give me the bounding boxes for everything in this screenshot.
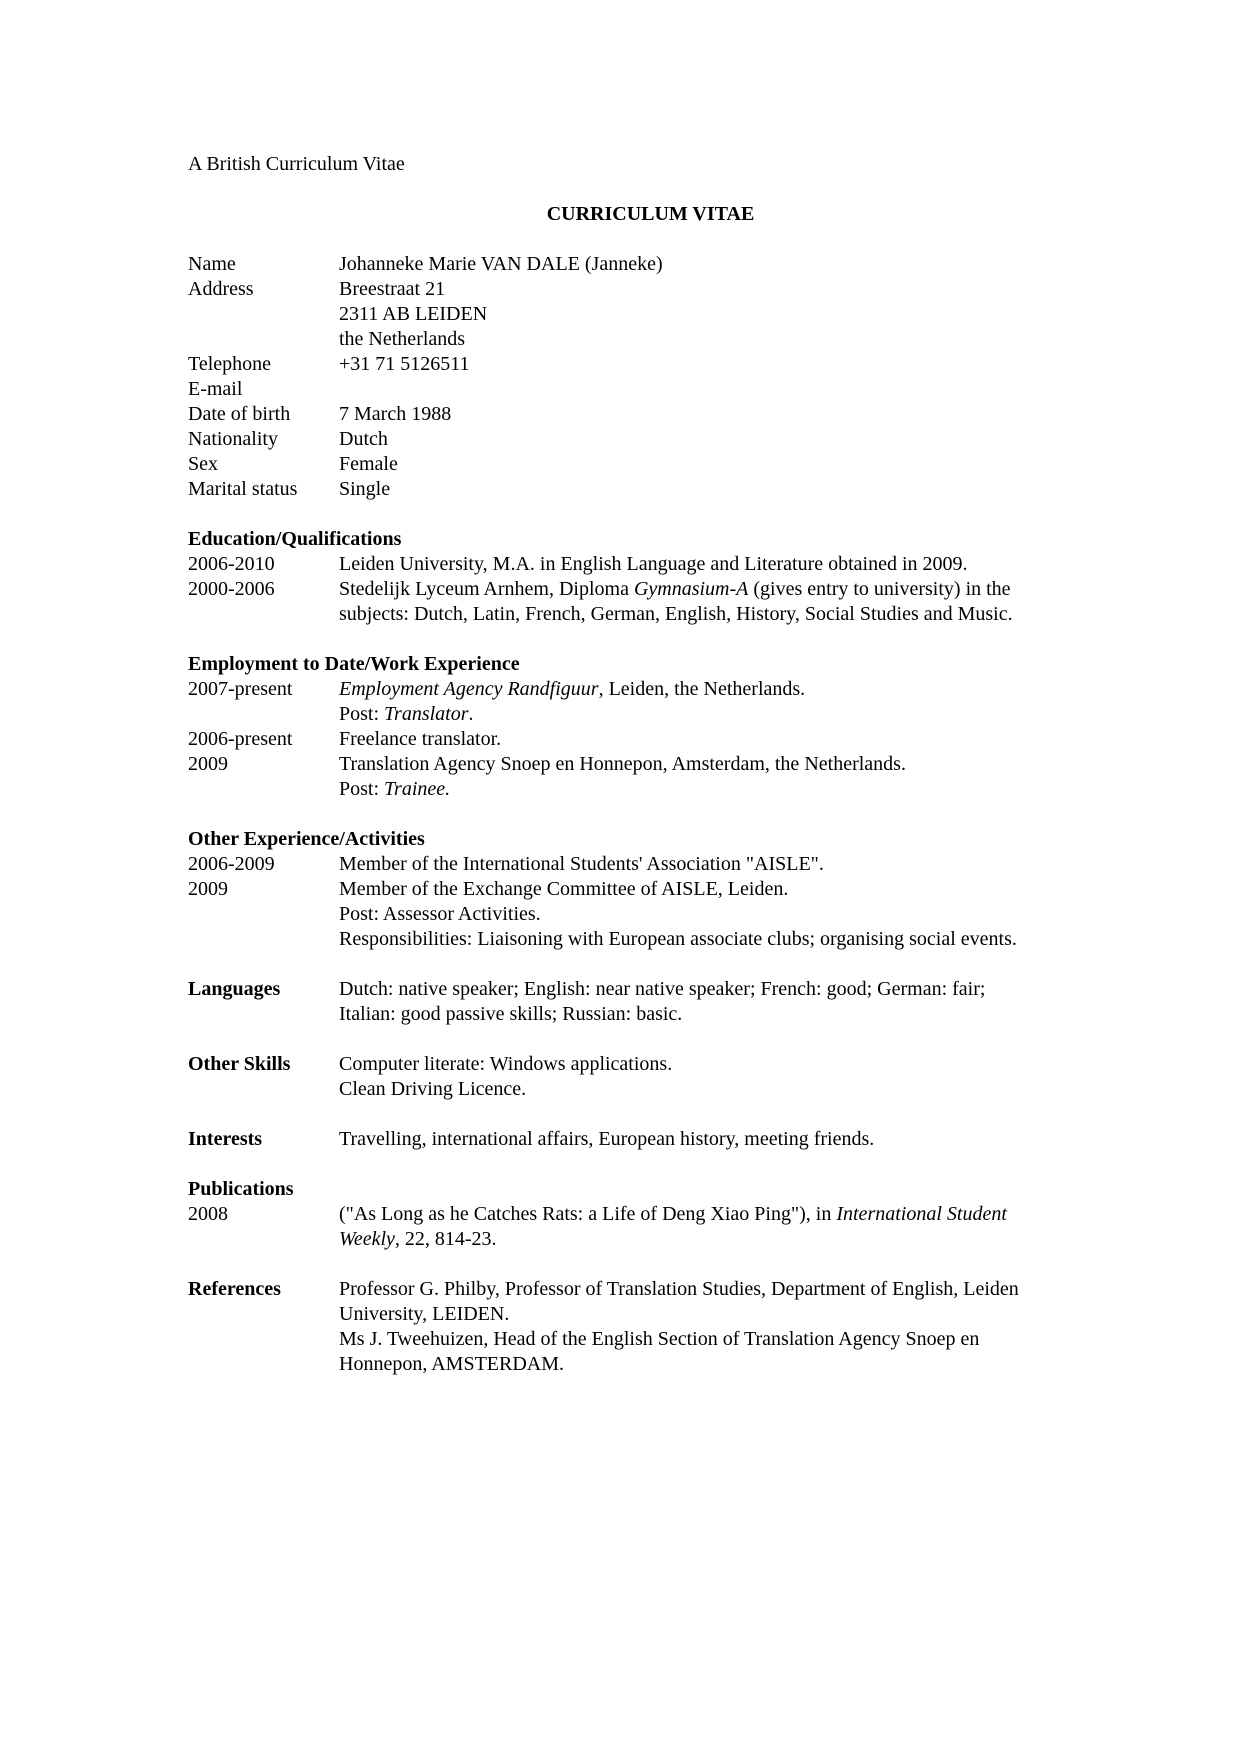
publication-detail [339, 1227, 1068, 1252]
reference-detail: Professor G. Philby, Professor of Translation Studies, Department of English, Leiden [339, 1278, 1019, 1300]
education-detail: Leiden University, M.A. in English Language and Literature obtained in 2009. [339, 553, 968, 575]
education-detail [339, 577, 1068, 602]
education-diploma: Gymnasium-A [633, 578, 749, 600]
nationality-label: Nationality [188, 428, 278, 450]
other-experience-title: Other Experience/Activities [188, 828, 425, 850]
employment-employer: Freelance translator. [339, 728, 502, 750]
address-line: the Netherlands [339, 328, 466, 350]
education-row [188, 577, 1068, 627]
employer-name: Employment Agency Randfiguur [339, 678, 599, 700]
employment-years: 2009 [188, 753, 228, 775]
activity-detail: Member of the Exchange Committee of AISLE, Leiden. [339, 878, 789, 900]
telephone-row [188, 352, 1068, 377]
marital-status-label: Marital status [188, 478, 298, 500]
document-title: CURRICULUM VITAE [546, 203, 755, 225]
activity-detail: Post: Assessor Activities. [339, 903, 541, 925]
publication-journal: Weekly [339, 1228, 395, 1250]
address-label: Address [188, 278, 254, 300]
email-row [188, 377, 1068, 402]
interests-section [188, 1127, 1068, 1152]
email-label: E-mail [188, 378, 243, 400]
personal-details [188, 252, 1068, 502]
reference-detail: Honnepon, AMSTERDAM. [339, 1353, 565, 1375]
activity-detail: Member of the International Students' Association "AISLE". [339, 853, 824, 875]
post-title: Translator [384, 703, 469, 725]
nationality-row [188, 427, 1068, 452]
other-skills-section [188, 1052, 1068, 1102]
marital-status-row [188, 477, 1068, 502]
education-years: 2006-2010 [188, 553, 275, 575]
employment-row [188, 752, 1068, 802]
languages-label: Languages [188, 978, 281, 1000]
name-label: Name [188, 253, 236, 275]
education-row [188, 552, 1068, 577]
activity-years: 2006-2009 [188, 853, 275, 875]
publication-citation: , 22, 814-23. [394, 1228, 497, 1250]
address-line: Breestraat 21 [339, 278, 446, 300]
education-years: 2000-2006 [188, 578, 275, 600]
education-detail: subjects: Dutch, Latin, French, German, English, History, Social Studies and Music. [339, 603, 1013, 625]
references-section [188, 1277, 1068, 1377]
employment-years: 2007-present [188, 678, 293, 700]
reference-detail: University, LEIDEN. [339, 1303, 510, 1325]
languages-detail: Italian: good passive skills; Russian: basic. [339, 1003, 683, 1025]
interests-label: Interests [188, 1128, 263, 1150]
sex-value: Female [339, 453, 398, 475]
post-label: Post: [339, 778, 385, 800]
publication-row [188, 1202, 1068, 1252]
education-title: Education/Qualifications [188, 528, 402, 550]
activity-row [188, 877, 1068, 952]
employment-title: Employment to Date/Work Experience [188, 653, 520, 675]
address-row [188, 277, 1068, 352]
publications-title: Publications [188, 1178, 294, 1200]
employment-row [188, 677, 1068, 727]
marital-status-value: Single [339, 478, 391, 500]
dob-value: 7 March 1988 [339, 403, 452, 425]
activity-row [188, 852, 1068, 877]
address-line: 2311 AB LEIDEN [339, 303, 488, 325]
employment-section [188, 652, 1068, 802]
skill-detail: Computer literate: Windows applications. [339, 1053, 673, 1075]
skill-detail: Clean Driving Licence. [339, 1078, 527, 1100]
email-value [339, 377, 1068, 402]
languages-section [188, 977, 1068, 1027]
employment-employer [339, 677, 1068, 702]
post-title: Trainee. [384, 778, 451, 800]
employment-employer: Translation Agency Snoep en Honnepon, Amsterdam, the Netherlands. [339, 753, 906, 775]
sex-row [188, 452, 1068, 477]
publication-year: 2008 [188, 1203, 228, 1225]
name-row [188, 252, 1068, 277]
document-heading: A British Curriculum Vitae [188, 153, 405, 175]
publications-section [188, 1177, 1068, 1252]
publication-journal: International Student [836, 1203, 1007, 1225]
education-section [188, 527, 1068, 627]
publication-title: ("As Long as he Catches Rats: a Life of Deng Xiao Ping"), in [339, 1203, 837, 1225]
employment-post [339, 777, 1068, 802]
employment-post [339, 702, 1068, 727]
activity-detail: Responsibilities: Liaisoning with European associate clubs; organising social events. [339, 928, 1017, 950]
cv-document [188, 152, 1068, 1377]
address-value [339, 277, 1068, 352]
references-label: References [188, 1278, 281, 1300]
post-label: Post: [339, 703, 385, 725]
telephone-label: Telephone [188, 353, 272, 375]
other-experience-section [188, 827, 1068, 952]
other-skills-label: Other Skills [188, 1053, 291, 1075]
post-punct: . [468, 703, 474, 725]
sex-label: Sex [188, 453, 218, 475]
name-value: Johanneke Marie VAN DALE (Janneke) [339, 253, 663, 275]
reference-detail: Ms J. Tweehuizen, Head of the English Section of Translation Agency Snoep en [339, 1328, 980, 1350]
employer-location: , Leiden, the Netherlands. [598, 678, 806, 700]
publication-detail [339, 1202, 1068, 1227]
telephone-value: +31 71 5126511 [339, 353, 470, 375]
education-text: (gives entry to university) in the [748, 578, 1011, 600]
education-text: Stedelijk Lyceum Arnhem, Diploma [339, 578, 634, 600]
dob-row [188, 402, 1068, 427]
employment-years: 2006-present [188, 728, 293, 750]
languages-detail: Dutch: native speaker; English: near native speaker; French: good; German: fair; [339, 978, 986, 1000]
nationality-value: Dutch [339, 428, 388, 450]
employment-row [188, 727, 1068, 752]
dob-label: Date of birth [188, 403, 291, 425]
activity-years: 2009 [188, 878, 228, 900]
interests-detail: Travelling, international affairs, European history, meeting friends. [339, 1128, 875, 1150]
